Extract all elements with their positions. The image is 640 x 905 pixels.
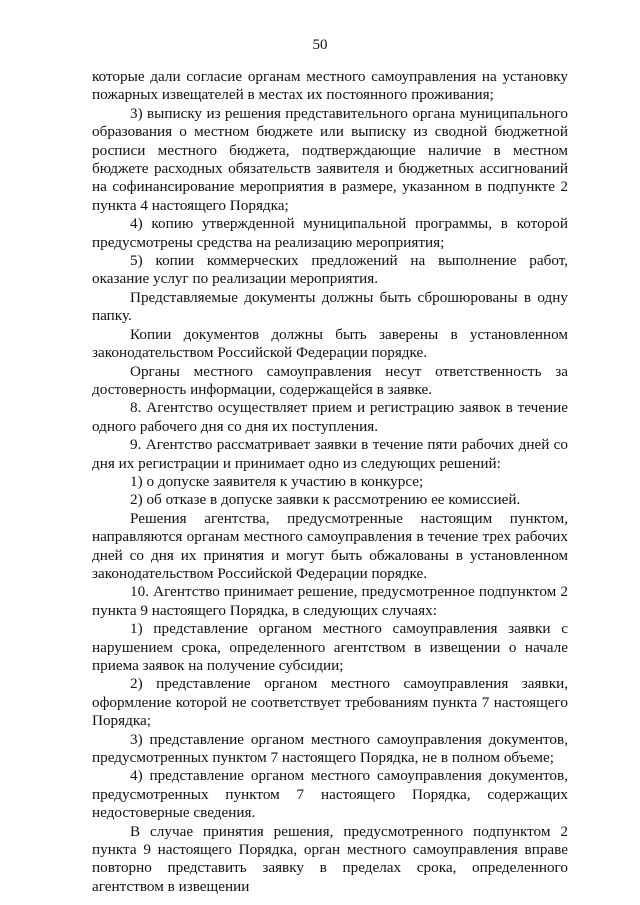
paragraph-item-4: 4) копию утвержденной муниципальной программы, в которой предусмотрены средства на реализацию мероприятия;	[92, 215, 568, 251]
page-number: 50	[312, 37, 328, 53]
paragraph-clause-10: 10. Агентство принимает решение, предусмотренное подпунктом 2 пункта 9 настоящего Порядка, в следующих случаях:	[92, 583, 568, 619]
paragraph-clause-10-3: 3) представление органом местного самоуправления документов, предусмотренных пунктом 7 настоящего Порядка, не в полном объеме;	[92, 730, 568, 767]
paragraph-copies: Копии документов должны быть заверены в установленном законодательством Российской Федерации порядке.	[92, 325, 568, 362]
paragraph-resubmission: В случае принятия решения, предусмотренного подпунктом 2 пункта 9 настоящего Порядка, орган местного самоуправления вправе повторно представить заявку в пределах срока, определенного агентством в извещении	[92, 822, 568, 895]
paragraph-clause-10-1: 1) представление органом местного самоуправления заявки с нарушением срока, определенного агентством в извещении о начале приема заявок на получение субсидии;	[92, 620, 568, 674]
paragraph-clause-10-4: 4) представление органом местного самоуправления документов, предусмотренных пунктом 7 настоящего Порядка, содержащих недостоверные сведения.	[92, 767, 568, 822]
document-body	[92, 68, 568, 896]
paragraph-item-3: 3) выписку из решения представительного органа муниципального образования о местном бюджете или выписку из сводной бюджетной росписи местного бюджета, подтверждающие наличие в местном бюджете расходных обязательств заявителя и бюджетных ассигнований на софинансирование мероприятия в размере, указанном в подпункте 2 пункта 4 настоящего Порядка;	[92, 104, 568, 214]
paragraph-clause-10-2: 2) представление органом местного самоуправления заявки, оформление которой не соответствует требованиям пункта 7 настоящего Порядка;	[92, 675, 568, 730]
paragraph-clause-8: 8. Агентство осуществляет прием и регистрацию заявок в течение одного рабочего дня со дня их поступления.	[92, 399, 568, 435]
paragraph-clause-9-2: 2) об отказе в допуске заявки к рассмотрению ее комиссией.	[130, 491, 521, 509]
paragraph-decisions: Решения агентства, предусмотренные настоящим пунктом, направляются органам местного самоуправления в течение трех рабочих дней со дня их принятия и могут быть обжалованы в установленном законодательством Российской Федерации порядке.	[92, 509, 568, 582]
paragraph-continuation: которые дали согласие органам местного самоуправления на установку пожарных извещателей в местах их постоянного проживания;	[92, 68, 568, 104]
paragraph-item-5: 5) копии коммерческих предложений на выполнение работ, оказание услуг по реализации мероприятия.	[92, 252, 568, 288]
paragraph-clause-9: 9. Агентство рассматривает заявки в течение пяти рабочих дней со дня их регистрации и принимает одно из следующих решений:	[92, 436, 568, 472]
paragraph-clause-9-1: 1) о допуске заявителя к участию в конкурсе;	[130, 472, 424, 490]
paragraph-responsibility: Органы местного самоуправления несут ответственность за достоверность информации, содержащейся в заявке.	[92, 362, 568, 398]
paragraph-binding: Представляемые документы должны быть сброшюрованы в одну папку.	[92, 288, 568, 325]
